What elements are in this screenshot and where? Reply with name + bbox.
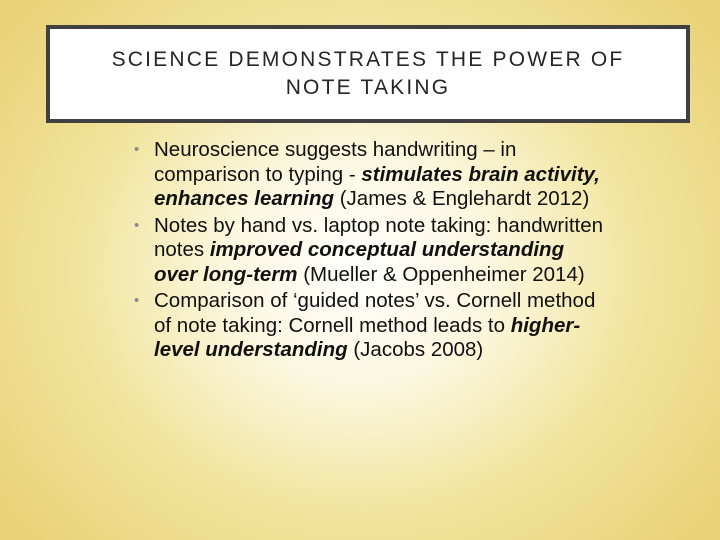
bullet-citation: (Jacobs 2008) — [347, 338, 484, 361]
slide-title-line-2: NOTE TAKING — [285, 76, 451, 99]
bullet-text: Neuroscience suggests handwriting – in comparison to typing - — [154, 138, 517, 186]
bullet-item-hand-vs-laptop — [134, 214, 604, 288]
bullet-item-guided-vs-cornell — [134, 289, 604, 363]
bullet-list — [134, 138, 604, 363]
slide-title — [102, 46, 635, 102]
bullet-text: Notes by hand vs. laptop note taking: handwritten notes — [154, 213, 604, 261]
bullet-emphasis: higher-level understanding — [154, 313, 581, 361]
bullet-emphasis: stimulates brain activity, enhances learning — [154, 162, 600, 210]
bullet-dot-icon: • — [134, 141, 140, 158]
bullet-citation: (Mueller & Oppenheimer 2014) — [297, 262, 585, 286]
bullet-emphasis: improved conceptual understanding over long-term — [154, 238, 565, 286]
bullet-item-handwriting-neuroscience — [134, 138, 604, 212]
bullet-citation: (James & Englehardt 2012) — [334, 187, 590, 210]
slide-content — [134, 138, 604, 365]
slide-title-line-1: SCIENCE DEMONSTRATES THE POWER OF — [111, 48, 625, 71]
bullet-dot-icon: • — [134, 216, 140, 234]
bullet-text: Comparison of ‘guided notes’ vs. Cornell method of note taking: Cornell method leads to — [154, 289, 596, 337]
bullet-dot-icon: • — [134, 292, 140, 309]
slide-title-box — [46, 25, 690, 123]
